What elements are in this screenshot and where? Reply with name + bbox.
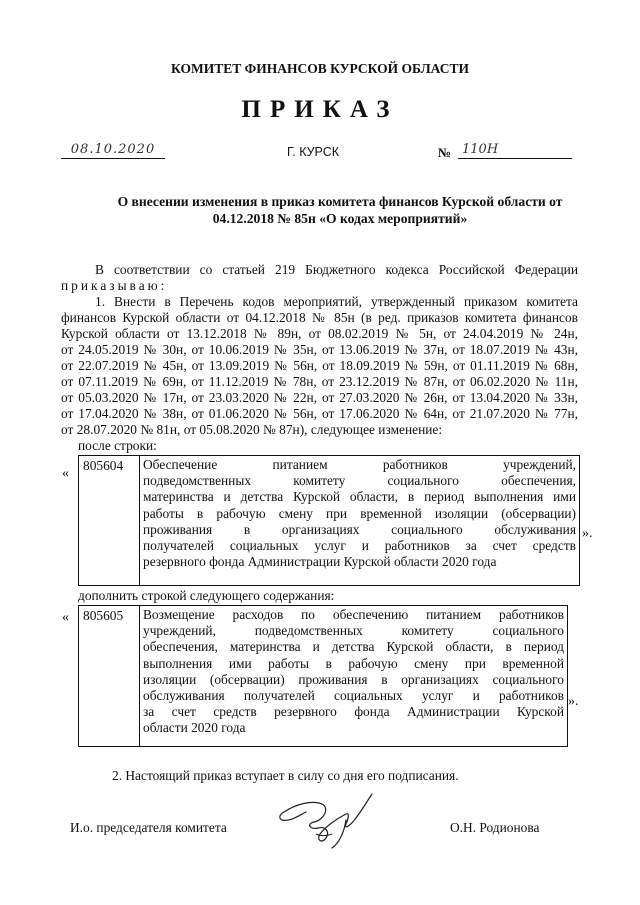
order-subject	[100, 193, 580, 227]
row-code: 805605	[79, 606, 140, 746]
description-line: получателей социальных услуг и работников за счет средств	[143, 538, 576, 554]
intro-line-2: приказываю:	[61, 278, 168, 293]
order-number: 110Н	[458, 142, 572, 159]
paragraph-1-line: 1. Внести в Перечень кодов мероприятий, утвержденный приказом комитета	[95, 294, 578, 309]
paragraph-1-line: финансов Курской области от 04.12.2018 № 85н (в ред. приказов комитета финансов	[61, 310, 578, 325]
number-sign: №	[438, 145, 452, 160]
intro-line-1: В соответствии со статьей 219 Бюджетного кодекса Российской Федерации	[95, 262, 578, 277]
description-line: за счет средств резервного фонда Администрации Курской	[143, 704, 564, 720]
table-row-805604	[78, 455, 580, 586]
paragraph-1-line: от 24.05.2019 № 30н, от 10.06.2019 № 35н, от 13.06.2019 № 37н, от 18.07.2019 № 43н,	[61, 342, 578, 357]
description-line: работы в рабочую смену при временной изоляции (обсервации)	[143, 505, 576, 521]
paragraph-1-line: от 05.03.2020 № 17н, от 23.03.2020 № 22н, от 27.03.2020 № 26н, от 13.04.2020 № 33н,	[61, 390, 578, 405]
description-line: изоляции (обсервации) проживания в организациях социального	[143, 671, 564, 687]
close-quote-1: ».	[582, 526, 593, 541]
description-line: обслуживания получателей социальных услуг и работников	[143, 688, 564, 704]
description-line: материнства и детства Курской области, в период выполнения ими	[143, 489, 576, 505]
subject-line-1: О внесении изменения в приказ комитета финансов Курской области от	[117, 194, 563, 209]
open-quote-1: «	[62, 466, 69, 481]
paragraph-1-line: Курской области от 13.12.2018 № 89н, от 08.02.2019 № 5н, от 24.04.2019 № 24н,	[61, 326, 578, 341]
handwritten-signature	[276, 790, 386, 850]
description-line: Возмещение расходов по обеспечению питанием работников	[143, 607, 564, 622]
paragraph-1-line: от 17.04.2020 № 38н, от 01.06.2020 № 56н, от 17.06.2020 № 64н, от 21.07.2020 № 77н,	[61, 406, 578, 421]
order-date: 08.10.2020	[61, 142, 165, 159]
table-row-805605	[78, 605, 568, 747]
city-label: Г. КУРСК	[287, 145, 340, 159]
paragraph-2: 2. Настоящий приказ вступает в силу со дня его подписания.	[112, 768, 459, 783]
close-quote-2: ».	[568, 694, 579, 709]
paragraph-1-line: от 22.07.2019 № 45н, от 13.09.2019 № 56н, от 18.09.2019 № 59н, от 01.11.2019 № 68н,	[61, 358, 578, 373]
after-row-label: после строки:	[78, 438, 157, 453]
description-line: обеспечения, материнства и детства Курской области, в период	[143, 639, 564, 655]
committee-name: КОМИТЕТ ФИНАНСОВ КУРСКОЙ ОБЛАСТИ	[171, 61, 469, 76]
open-quote-2: «	[62, 610, 69, 625]
paragraph-1-line: от 07.11.2019 № 69н, от 11.12.2019 № 78н, от 23.12.2019 № 87н, от 06.02.2020 № 11н,	[61, 374, 578, 389]
row-description	[140, 456, 579, 585]
description-line: проживания в организациях социального обслуживания	[143, 521, 576, 537]
signatory-position: И.о. председателя комитета	[70, 820, 227, 835]
description-line: Обеспечение питанием работников учреждений,	[143, 457, 576, 472]
add-row-label: дополнить строкой следующего содержания:	[78, 588, 335, 603]
description-line: резервного фонда Администрации Курской области 2020 года	[143, 554, 497, 570]
row-description	[140, 606, 567, 746]
signatory-name: О.Н. Родионова	[450, 820, 540, 835]
description-line: подведомственных комитету социального обеспечения,	[143, 473, 576, 489]
description-line: области 2020 года	[143, 720, 246, 736]
row-code: 805604	[79, 456, 140, 585]
paragraph-1-last: от 28.07.2020 № 81н, от 05.08.2020 № 87н), следующее изменение:	[61, 422, 443, 437]
description-line: выполнения ими работы в рабочую смену при временной	[143, 655, 564, 671]
document-title: ПРИКАЗ	[241, 96, 399, 123]
subject-line-2: 04.12.2018 № 85н «О кодах мероприятий»	[212, 211, 468, 226]
description-line: учреждений, подведомственных комитету социального	[143, 623, 564, 639]
